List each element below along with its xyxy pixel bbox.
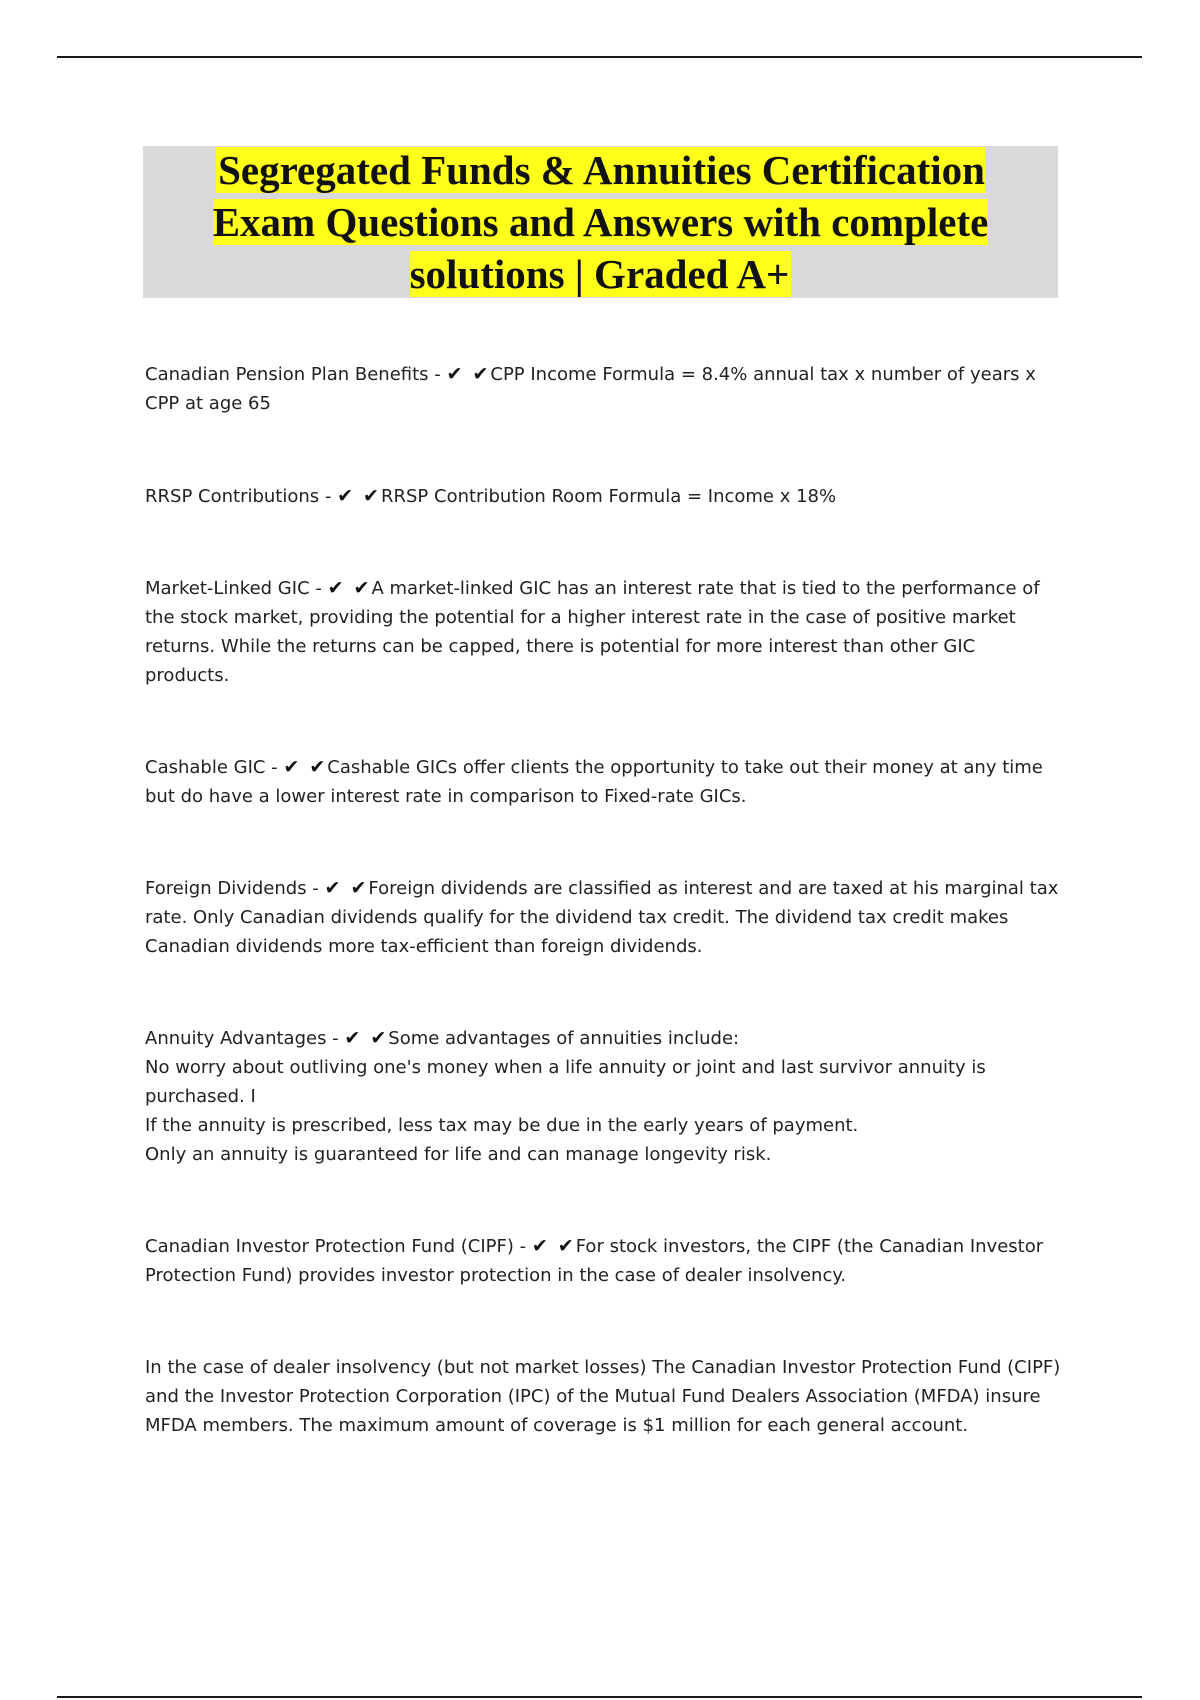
check-marks-icon: ✔ ✔ <box>283 756 328 778</box>
annuity-point: No worry about outliving one's money when a life annuity or joint and last survivor annuity is purchased. I <box>145 1057 986 1107</box>
qa-entry-rrsp-contributions <box>145 482 1065 511</box>
entry-answer: CPP Income Formula = 8.4% annual tax x number of years x CPP at age 65 <box>145 364 1036 414</box>
title-banner <box>143 146 1058 298</box>
entry-answer: A market-linked GIC has an interest rate that is tied to the performance of the stock market, providing the potential for a higher interest rate in the case of positive market returns. While the returns can be capped, there is potential for more interest than other GIC products. <box>145 578 1040 686</box>
check-marks-icon: ✔ ✔ <box>327 577 372 599</box>
closing-paragraph <box>145 1353 1065 1440</box>
qa-entry-cashable-gic <box>145 753 1065 811</box>
entry-answer: Some advantages of annuities include: <box>388 1028 740 1049</box>
entry-answer: For stock investors, the CIPF (the Canadian Investor Protection Fund) provides investor protection in the case of dealer insolvency. <box>145 1236 1044 1286</box>
document-body <box>145 360 1065 1440</box>
check-marks-icon: ✔ ✔ <box>531 1235 576 1257</box>
entry-term: RRSP Contributions - <box>145 486 338 507</box>
check-marks-icon: ✔ ✔ <box>337 485 381 507</box>
qa-entry-cipf <box>145 1232 1065 1290</box>
annuity-point: If the annuity is prescribed, less tax may be due in the early years of payment. <box>145 1115 859 1136</box>
qa-entry-cpp-benefits <box>145 360 1065 418</box>
bottom-rule <box>57 1696 1142 1698</box>
check-marks-icon: ✔ ✔ <box>324 877 369 899</box>
entry-term: Canadian Pension Plan Benefits - <box>145 364 447 385</box>
entry-term: Annuity Advantages - <box>145 1028 345 1049</box>
qa-entry-foreign-dividends <box>145 874 1065 961</box>
entry-answer: Foreign dividends are classified as interest and are taxed at his marginal tax rate. Only Canadian dividends qualify for the dividend tax credit. The dividend tax credit makes Canadian dividends more tax-efficient than foreign dividends. <box>145 878 1059 957</box>
document-title-text: Segregated Funds & Annuities Certification Exam Questions and Answers with complete solutions | Graded A+ <box>212 147 989 297</box>
entry-term: Foreign Dividends - <box>145 878 325 899</box>
entry-term: Canadian Investor Protection Fund (CIPF) - <box>145 1236 532 1257</box>
top-rule <box>57 56 1142 58</box>
entry-answer: RRSP Contribution Room Formula = Income x 18% <box>380 486 837 507</box>
check-marks-icon: ✔ ✔ <box>446 363 491 385</box>
entry-term: Market-Linked GIC - <box>145 578 328 599</box>
qa-entry-annuity-advantages <box>145 1024 1065 1169</box>
entry-term: Cashable GIC - <box>145 757 284 778</box>
qa-entry-market-linked-gic <box>145 574 1065 690</box>
closing-paragraph-text: In the case of dealer insolvency (but not market losses) The Canadian Investor Protection Fund (CIPF) and the Investor Protection Corporation (IPC) of the Mutual Fund Dealers Association (MFDA) insure MFDA members. The maximum amount of coverage is $1 million for each general account. <box>145 1357 1061 1436</box>
document-title <box>161 144 1041 300</box>
entry-answer: Cashable GICs offer clients the opportunity to take out their money at any time but do have a lower interest rate in comparison to Fixed-rate GICs. <box>145 757 1043 807</box>
annuity-point: Only an annuity is guaranteed for life and can manage longevity risk. <box>145 1144 772 1165</box>
check-marks-icon: ✔ ✔ <box>344 1027 389 1049</box>
